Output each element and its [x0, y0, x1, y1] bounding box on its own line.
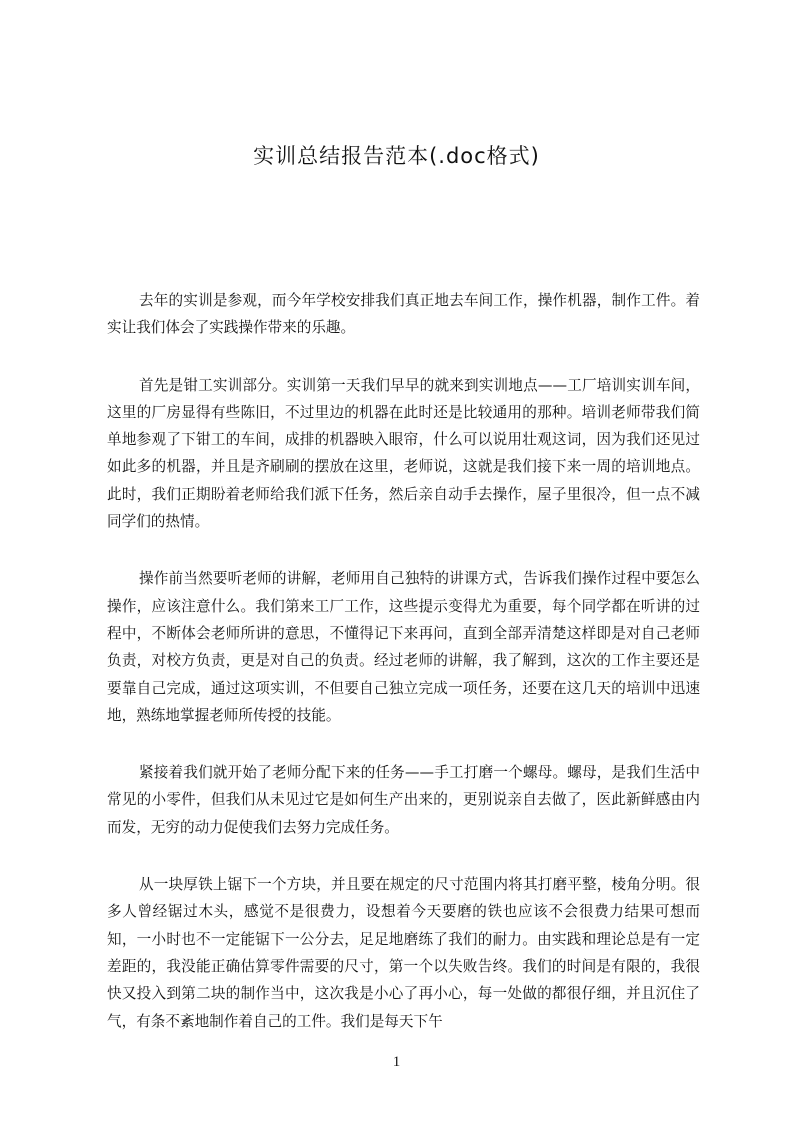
paragraph: 从一块厚铁上锯下一个方块，并且要在规定的尺寸范围内将其打磨平整，棱角分明。很多人曾经锯过木头，感觉不是很费力，设想着今天要磨的铁也应该不会很费力结果可想而知，一小时也不一定能锯下一公分去，足足地磨练了我们的耐力。由实践和理论总是有一定差距的，我没能正确估算零件需要的尺寸，第一个以失败告终。我们的时间是有限的，我很快又投入到第二块的制作当中，这次我是小心了再小心，每一处做的都很仔细，并且沉住了气，有条不紊地制作着自己的工件。我们是每天下午: [107, 876, 700, 1030]
paragraph: 紧接着我们就开始了老师分配下来的任务——手工打磨一个螺母。螺母，是我们生活中常见的小零件，但我们从未见过它是如何生产出来的，更别说亲自去做了，医此新鲜感由内而发，无穷的动力促使我们去努力完成任务。: [107, 764, 700, 836]
paragraph: 首先是钳工实训部分。实训第一天我们早早的就来到实训地点——工厂培训实训车间，这里的厂房显得有些陈旧，不过里边的机器在此时还是比较通用的那种。培训老师带我们简单地参观了下钳工的车间，成排的机器映入眼帘，什么可以说用壮观这词，因为我们还见过如此多的机器，并且是齐刷刷的摆放在这里，老师说，这就是我们接下来一周的培训地点。此时，我们正期盼着老师给我们派下任务，然后亲自动手去操作，屋子里很冷，但一点不减同学们的热情。: [107, 376, 700, 531]
page-number: 1: [392, 1054, 401, 1070]
paragraph: 操作前当然要听老师的讲解，老师用自己独特的讲课方式，告诉我们操作过程中要怎么操作，应该注意什么。我们第来工厂工作，这些提示变得尤为重要，每个同学都在听讲的过程中，不断体会老师所讲的意思，不懂得记下来再问，直到全部弄清楚这样即是对自己老师负责，对校方负责，更是对自己的负责。经过老师的讲解，我了解到，这次的工作主要还是要靠自己完成，通过这项实训，不但要自己独立完成一项任务，还要在这几天的培训中迅速地，熟练地掌握老师所传授的技能。: [107, 570, 700, 724]
document-body: [107, 287, 700, 1065]
paragraph: 去年的实训是参观，而今年学校安排我们真正地去车间工作，操作机器，制作工件。着实让我们体会了实践操作带来的乐趣。: [107, 292, 700, 337]
document-title: 实训总结报告范本(.doc格式): [253, 144, 540, 168]
